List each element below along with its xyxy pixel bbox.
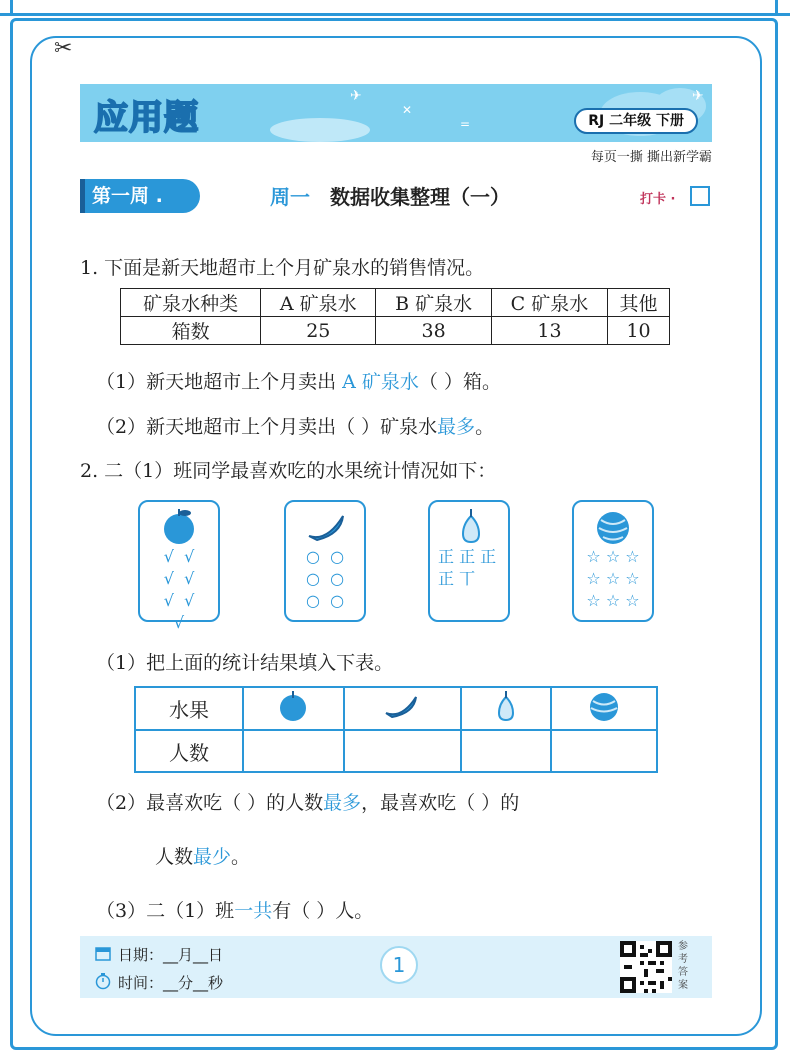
table-header-cell: B 矿泉水 xyxy=(376,289,491,317)
table-header-cell xyxy=(243,687,344,730)
stopwatch-icon xyxy=(94,972,112,990)
highlight: 一共 xyxy=(234,900,273,922)
q1-part2 xyxy=(96,412,494,439)
apple-icon xyxy=(159,506,199,546)
table-header-cell xyxy=(461,687,551,730)
date-field[interactable]: 日期：__月__日 xyxy=(118,946,224,964)
tally-text: 正 正 正 正 丅 xyxy=(438,547,497,588)
banana-icon xyxy=(305,506,349,546)
table-header-cell: A 矿泉水 xyxy=(261,289,376,317)
grade-badge: RJ 二年级 下册 xyxy=(574,108,698,134)
checkin-checkbox[interactable] xyxy=(690,186,710,206)
tally-text: √ √ √ √ √ √ √ xyxy=(163,547,195,632)
svg-text:✕: ✕ xyxy=(402,103,413,117)
answer-blank[interactable]: （ ）箱。 xyxy=(418,371,501,393)
answer-cell[interactable] xyxy=(243,730,344,772)
pear-icon xyxy=(451,506,491,546)
table-header-cell: 矿泉水种类 xyxy=(121,289,261,317)
table-cell: 13 xyxy=(491,317,607,345)
table-row xyxy=(135,687,657,730)
tally-text: ○ ○ ○ ○ ○ ○ xyxy=(305,547,345,610)
table-header-cell: 其他 xyxy=(608,289,670,317)
time-field[interactable]: 时间：__分__秒 xyxy=(118,974,224,992)
answer-label: 参考答案 xyxy=(678,941,688,991)
qr-code-icon[interactable] xyxy=(620,941,672,993)
answer-blank[interactable]: （2）新天地超市上个月卖出（ ）矿泉水 xyxy=(96,416,438,438)
fruit-card-watermelon xyxy=(572,500,654,622)
tally-text: ☆ ☆ ☆ ☆ ☆ ☆ ☆ ☆ ☆ xyxy=(586,547,640,610)
answer-cell[interactable] xyxy=(344,730,461,772)
watermelon-icon xyxy=(586,689,622,723)
table-header-cell xyxy=(344,687,461,730)
table-header-cell xyxy=(551,687,657,730)
text: （1）新天地超市上个月卖出 xyxy=(96,371,343,393)
text: 。 xyxy=(475,416,495,438)
q2-part1: （1）把上面的统计结果填入下表。 xyxy=(96,652,394,674)
apple-icon xyxy=(276,689,310,723)
banana-icon xyxy=(382,689,422,723)
footer-bar xyxy=(80,936,712,998)
q2-part2 xyxy=(96,788,519,815)
highlight: A 矿泉水 xyxy=(342,371,419,393)
section-title: 应用题 xyxy=(94,98,199,138)
fruit-card-banana xyxy=(284,500,366,622)
text: 人数 xyxy=(155,846,194,868)
calendar-icon xyxy=(94,944,112,962)
section-banner xyxy=(80,84,712,142)
table-row-label: 水果 xyxy=(135,687,243,730)
tally-zheng xyxy=(430,546,508,590)
answer-blank[interactable]: （2）最喜欢吃（ ）的人数 xyxy=(96,792,324,814)
table-row xyxy=(135,730,657,772)
tally-checks xyxy=(140,546,218,634)
top-border xyxy=(0,0,790,16)
highlight: 最少 xyxy=(193,846,232,868)
answer-blank[interactable]: ，最喜欢吃（ ）的 xyxy=(361,792,520,814)
table-row xyxy=(121,289,670,317)
answer-cell[interactable] xyxy=(551,730,657,772)
table-row-label: 人数 xyxy=(135,730,243,772)
q2-part3 xyxy=(96,896,373,923)
checkin-label: 打卡 · xyxy=(640,192,676,207)
watermelon-icon xyxy=(593,506,633,546)
page-number: 1 xyxy=(380,946,418,984)
table-row-label: 箱数 xyxy=(121,317,261,345)
fruit-card-apple xyxy=(138,500,220,632)
q1-part1 xyxy=(96,367,501,394)
answer-cell[interactable] xyxy=(461,730,551,772)
svg-text:✈: ✈ xyxy=(692,88,704,104)
scissors-icon: ✂ xyxy=(54,36,73,61)
tally-stars xyxy=(574,546,652,612)
tagline: 每页一撕 撕出新学霸 xyxy=(590,150,712,165)
text: 。 xyxy=(231,846,251,868)
highlight: 最多 xyxy=(437,416,476,438)
pear-icon xyxy=(491,689,521,723)
q2-stem: 2. 二（1）班同学最喜欢吃的水果统计情况如下： xyxy=(80,460,497,482)
q2-fill-table xyxy=(134,686,658,773)
q1-stem: 1. 下面是新天地超市上个月矿泉水的销售情况。 xyxy=(80,257,485,279)
table-row xyxy=(121,317,670,345)
svg-text:✈: ✈ xyxy=(350,88,362,104)
day-title xyxy=(270,181,510,210)
fruit-card-pear xyxy=(428,500,510,622)
svg-text:=: = xyxy=(460,117,471,131)
highlight: 最多 xyxy=(323,792,362,814)
table-cell: 25 xyxy=(261,317,376,345)
text: （3）二（1）班 xyxy=(96,900,235,922)
table-header-cell: C 矿泉水 xyxy=(491,289,607,317)
answer-blank[interactable]: 有（ ）人。 xyxy=(272,900,374,922)
q1-sales-table xyxy=(120,288,670,345)
topic-label: 数据收集整理（一） xyxy=(330,185,510,209)
week-tab: 第一周 . xyxy=(80,179,200,213)
q2-part2-cont xyxy=(155,842,250,869)
tally-circles xyxy=(286,546,364,612)
table-cell: 10 xyxy=(608,317,670,345)
table-cell: 38 xyxy=(376,317,491,345)
day-label: 周一 xyxy=(270,185,310,209)
